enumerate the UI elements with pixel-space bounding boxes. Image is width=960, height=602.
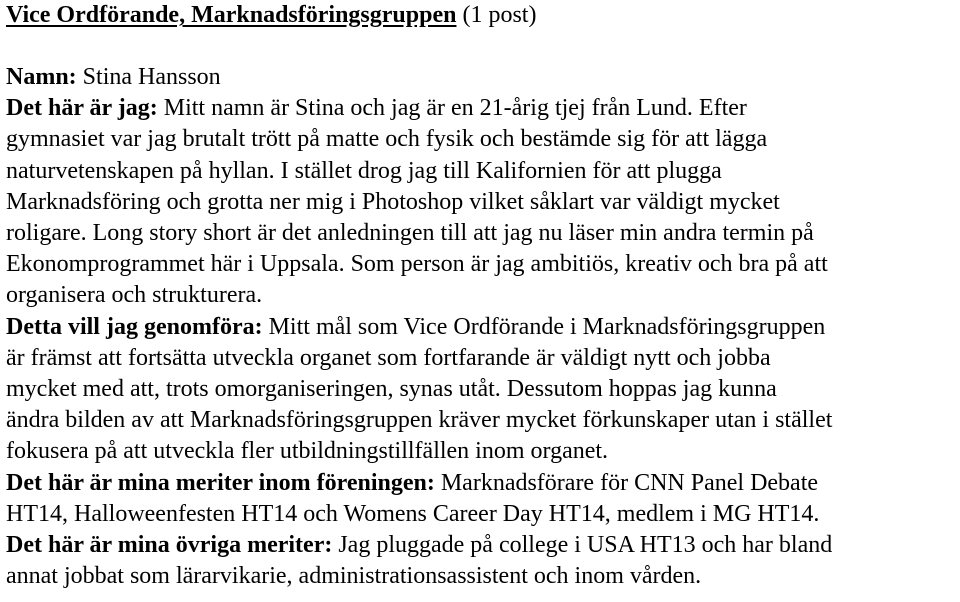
- goals-line-3: ändra bilden av att Marknadsföringsgruppen kräver mycket förkunskaper utan i stället: [6, 407, 833, 434]
- goals-line-4: fokusera på att utveckla fler utbildningstillfällen inom organet.: [6, 438, 609, 465]
- goals-line-1: är främst att fortsätta utveckla organet som fortfarande är väldigt nytt och jobba: [6, 344, 771, 371]
- about-line-1: gymnasiet var jag brutalt trött på matte och fysik och bestämde sig för att lägga: [6, 126, 768, 153]
- position-heading: [6, 0, 536, 31]
- goals-label: Detta vill jag genomföra:: [6, 313, 263, 340]
- other-merits-text: Jag pluggade på college i USA HT13 och har bland: [332, 532, 833, 559]
- about-line-5: Ekonomprogrammet här i Uppsala. Som person är jag ambitiös, kreativ och bra på att: [6, 251, 828, 278]
- name-line: [6, 62, 956, 93]
- candidate-profile: [6, 62, 956, 592]
- goals-line-2: mycket med att, trots omorganiseringen, synas utåt. Dessutom hoppas jag kunna: [6, 376, 777, 403]
- position-title: Vice Ordförande, Marknadsföringsgruppen: [6, 2, 457, 28]
- about-line-4: roligare. Long story short är det anledningen till att jag nu läser min andra termin på: [6, 220, 814, 247]
- name-label: Namn:: [6, 64, 77, 90]
- about-label: Det här är jag:: [6, 95, 158, 122]
- association-merits-line-0: [6, 468, 956, 499]
- name-value: Stina Hansson: [76, 64, 221, 90]
- other-merits-line-0: [6, 530, 956, 561]
- post-count: (1 post): [456, 2, 537, 28]
- goals-text: Mitt mål som Vice Ordförande i Marknadsföringsgruppen: [262, 313, 826, 340]
- about-line-6: organisera och strukturera.: [6, 282, 263, 309]
- association-merits-line-1: HT14, Halloweenfesten HT14 och Womens Career Day HT14, medlem i MG HT14.: [6, 500, 820, 527]
- about-line-3: Marknadsföring och grotta ner mig i Photoshop vilket såklart var väldigt mycket: [6, 188, 780, 215]
- about-line-0: [6, 93, 956, 124]
- association-merits-label: Det här är mina meriter inom föreningen:: [6, 469, 435, 496]
- about-text: Mitt namn är Stina och jag är en 21-årig tjej från Lund. Efter: [157, 95, 747, 122]
- other-merits-label: Det här är mina övriga meriter:: [6, 532, 333, 559]
- about-line-2: naturvetenskapen på hyllan. I stället drog jag till Kalifornien för att plugga: [6, 157, 722, 184]
- association-merits-text: Marknadsförare för CNN Panel Debate: [434, 469, 819, 496]
- goals-line-0: [6, 312, 956, 343]
- other-merits-line-1: annat jobbat som lärarvikarie, administrationsassistent och inom vården.: [6, 563, 702, 590]
